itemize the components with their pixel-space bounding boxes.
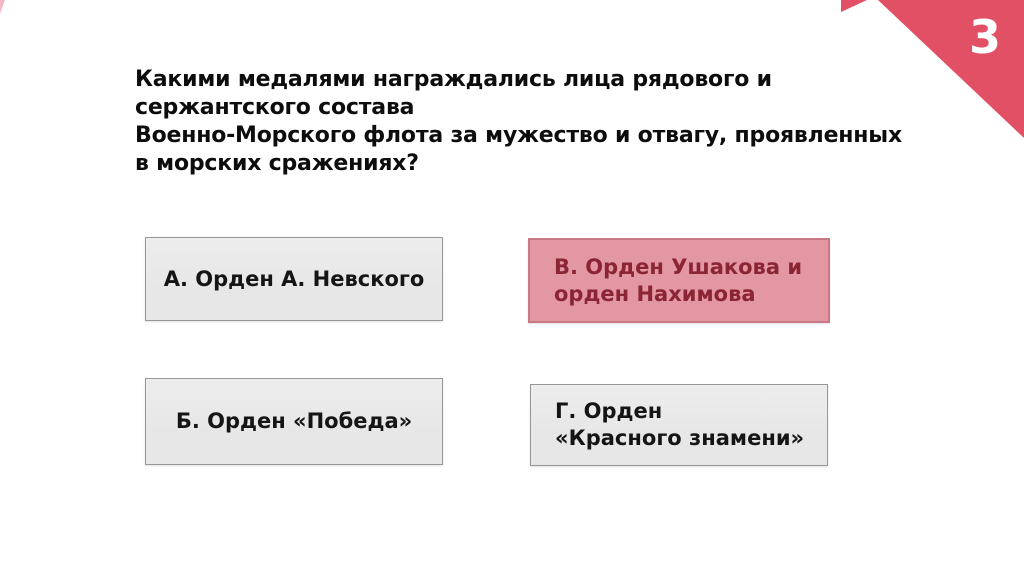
corner-accent-wedge bbox=[841, 0, 867, 12]
answer-option-v-selected[interactable] bbox=[528, 238, 830, 323]
answer-option-label: Б. Орден «Победа» bbox=[175, 409, 413, 433]
answer-option-a[interactable] bbox=[145, 237, 443, 321]
answer-option-label: орден Нахимова bbox=[554, 281, 756, 306]
question-line: Военно-Морского флота за мужество и отвагу, проявленных bbox=[135, 123, 902, 148]
question-text bbox=[135, 66, 935, 178]
answer-option-label: В. Орден Ушакова и bbox=[554, 254, 803, 279]
corner-accent-top-left bbox=[0, 0, 5, 14]
answer-option-b[interactable] bbox=[145, 378, 443, 465]
answer-option-label: Г. Орден bbox=[555, 399, 663, 423]
question-line: в морских сражениях? bbox=[135, 151, 419, 176]
question-line: сержантского состава bbox=[135, 95, 415, 120]
answer-option-label: А. Орден А. Невского bbox=[163, 266, 425, 291]
slide-number: 3 bbox=[968, 10, 1001, 64]
question-line: Какими медалями награждались лица рядового и bbox=[135, 67, 772, 92]
answer-option-label: «Красного знамени» bbox=[555, 426, 805, 450]
answer-option-g[interactable] bbox=[530, 384, 828, 466]
